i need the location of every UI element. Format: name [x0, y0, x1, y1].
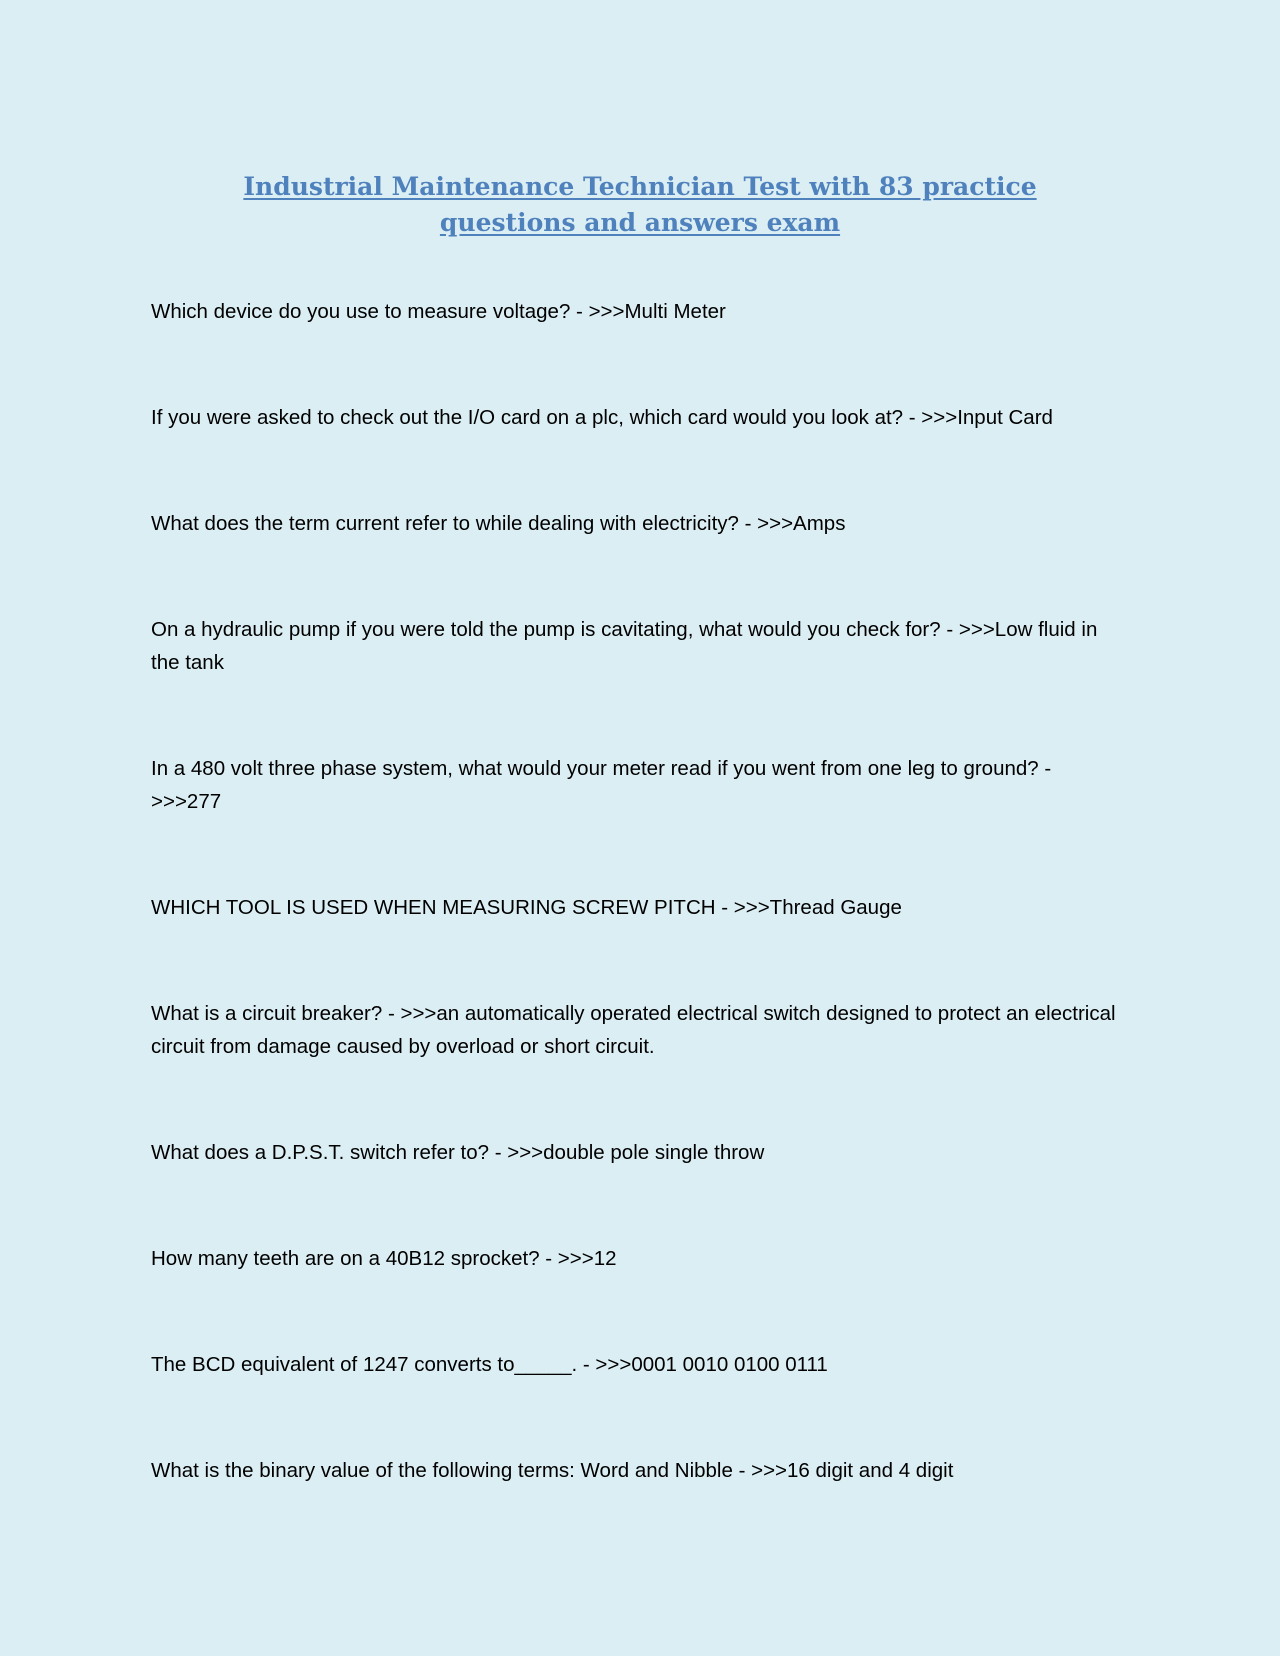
qa-item: WHICH TOOL IS USED WHEN MEASURING SCREW PITCH - >>>Thread Gauge — [151, 896, 902, 919]
qa-item: What does the term current refer to while dealing with electricity? - >>>Amps — [151, 512, 846, 535]
qa-list — [151, 295, 1126, 1560]
qa-item: On a hydraulic pump if you were told the pump is cavitating, what would you check for? - >>>Low fluid in the tank — [151, 618, 1098, 674]
qa-item: What is the binary value of the following terms: Word and Nibble - >>>16 digit and 4 digit — [151, 1459, 954, 1482]
qa-item: Which device do you use to measure voltage? - >>>Multi Meter — [151, 300, 726, 323]
qa-item: What is a circuit breaker? - >>>an automatically operated electrical switch designed to protect an electrical circuit from damage caused by overload or short circuit. — [151, 1002, 1116, 1058]
qa-item: The BCD equivalent of 1247 converts to_____. - >>>0001 0010 0100 0111 — [151, 1353, 828, 1376]
qa-item: If you were asked to check out the I/O card on a plc, which card would you look at? - >>>Input Card — [151, 406, 1053, 429]
qa-item: In a 480 volt three phase system, what would your meter read if you went from one leg to ground? - >>>277 — [151, 757, 1052, 813]
qa-item: What does a D.P.S.T. switch refer to? - >>>double pole single throw — [151, 1141, 765, 1164]
document-title: Industrial Maintenance Technician Test with 83 practice questions and answers exam — [243, 172, 1037, 237]
qa-item: How many teeth are on a 40B12 sprocket? - >>>12 — [151, 1247, 617, 1270]
